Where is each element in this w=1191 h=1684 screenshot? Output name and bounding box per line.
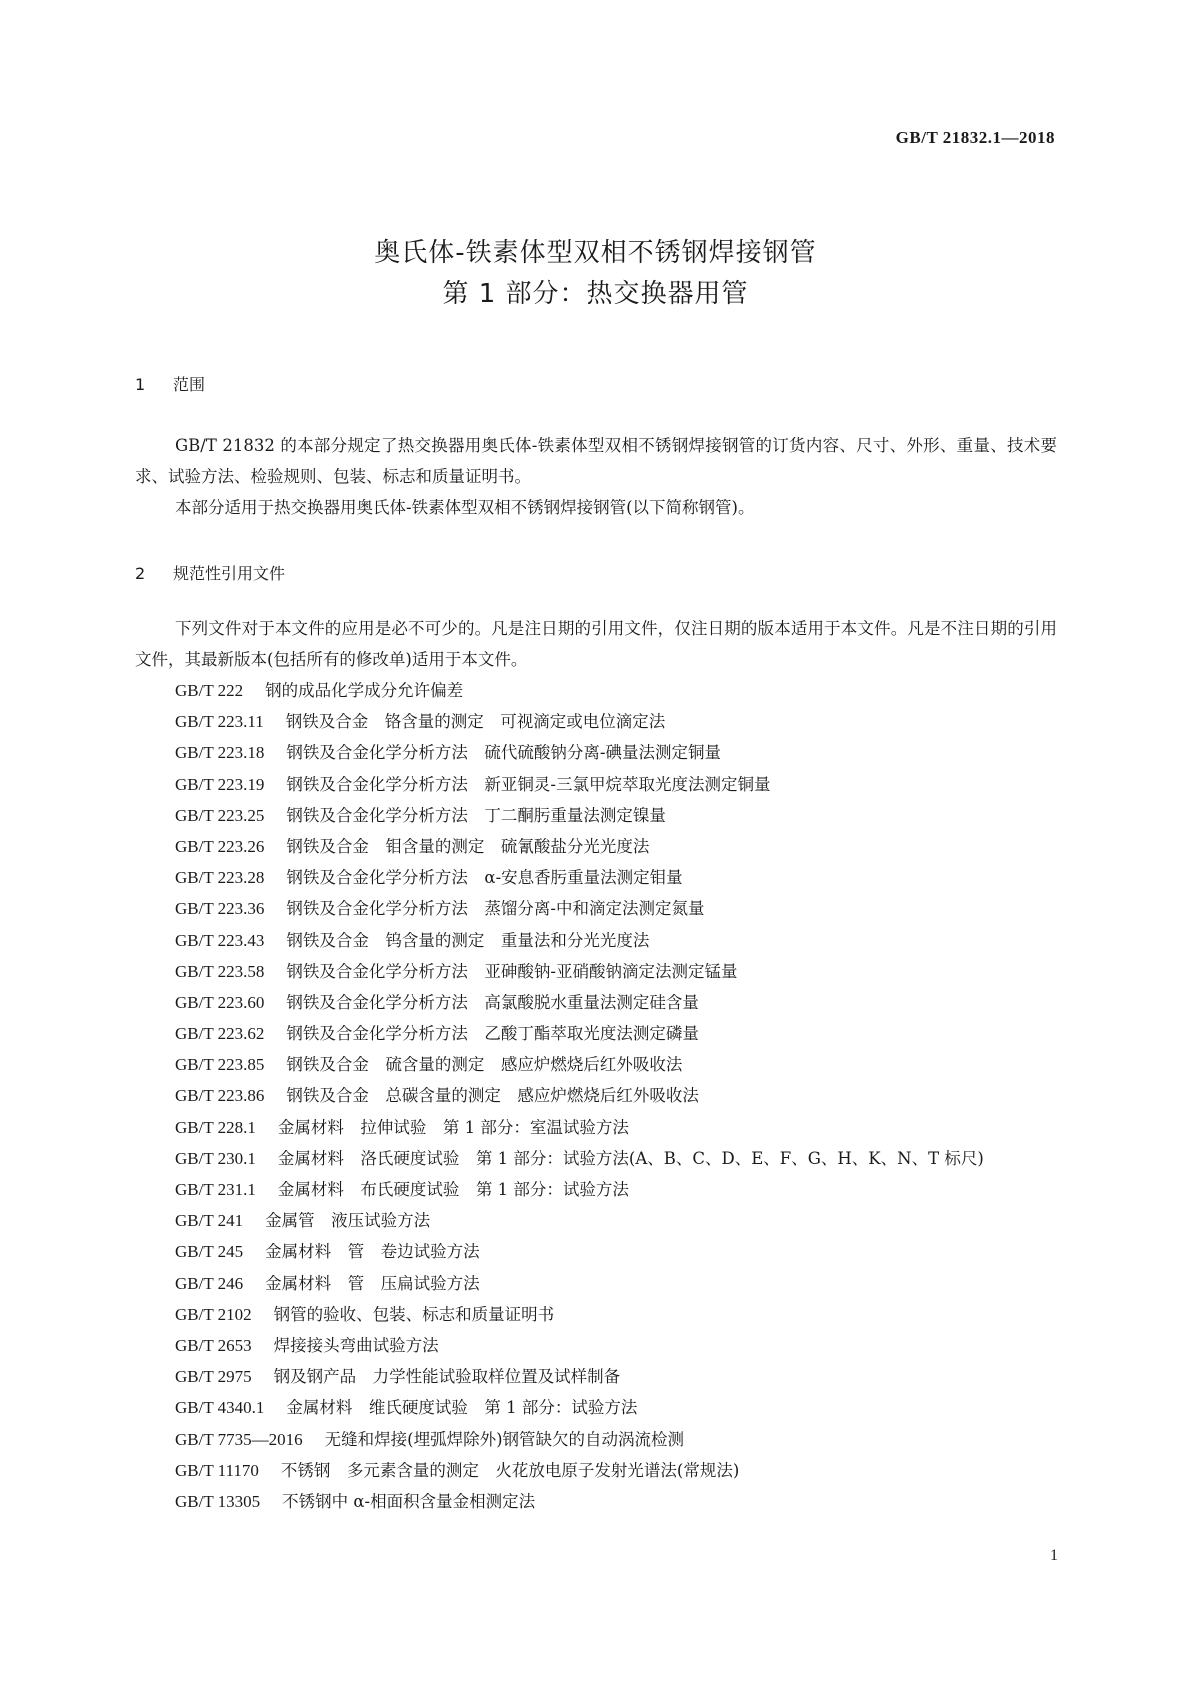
scope-paragraph: GB/T 21832 的本部分规定了热交换器用奥氏体-铁素体型双相不锈钢焊接钢管的订货内容、尺寸、外形、重量、技术要求、试验方法、检验规则、包装、标志和质量证明书。 [135, 436, 1057, 486]
reference-code: GB/T 223.26 [175, 836, 265, 856]
reference-item [175, 1143, 984, 1174]
reference-code: GB/T 223.36 [175, 899, 265, 919]
reference-code: GB/T 223.11 [175, 712, 264, 732]
section-number: 1 [135, 375, 146, 394]
reference-title: 金属材料 洛氏硬度试验 第 1 部分：试验方法(A、B、C、D、E、F、G、H、K、N、T 标尺) [277, 1148, 984, 1168]
reference-item [175, 737, 984, 768]
reference-code: GB/T 223.58 [175, 961, 265, 981]
reference-item [175, 706, 984, 737]
reference-code: GB/T 228.1 [175, 1117, 256, 1137]
reference-item [175, 1392, 984, 1423]
reference-code: GB/T 11170 [175, 1460, 259, 1480]
reference-item [175, 1486, 984, 1517]
reference-title: 金属管 液压试验方法 [265, 1211, 431, 1231]
reference-list [175, 675, 984, 1517]
section-number: 2 [135, 564, 146, 583]
reference-code: GB/T 223.18 [175, 743, 265, 763]
reference-title: 钢铁及合金化学分析方法 新亚铜灵-三氯甲烷萃取光度法测定铜量 [286, 774, 771, 794]
reference-title: 钢的成品化学成分允许偏差 [265, 681, 464, 700]
reference-item [175, 675, 984, 706]
reference-item [175, 1268, 984, 1299]
reference-title: 钢铁及合金化学分析方法 乙酸丁酯萃取光度法测定磷量 [286, 1024, 699, 1044]
reference-title: 钢铁及合金化学分析方法 高氯酸脱水重量法测定硅含量 [286, 992, 699, 1012]
reference-item [175, 987, 984, 1018]
reference-item [175, 925, 984, 956]
reference-item [175, 1112, 984, 1143]
reference-code: GB/T 223.85 [175, 1055, 265, 1075]
reference-code: GB/T 223.19 [175, 774, 265, 794]
reference-code: GB/T 222 [175, 681, 244, 700]
reference-title: 钢铁及合金 钨含量的测定 重量法和分光光度法 [286, 930, 650, 950]
reference-item [175, 1018, 984, 1049]
reference-title: 钢铁及合金化学分析方法 硫代硫酸钠分离-碘量法测定铜量 [286, 743, 721, 763]
document-title-line1: 奥氏体-铁素体型双相不锈钢焊接钢管 [374, 238, 817, 268]
reference-title: 焊接接头弯曲试验方法 [273, 1335, 439, 1355]
reference-item [175, 893, 984, 924]
reference-item [175, 1049, 984, 1080]
reference-item [175, 1330, 984, 1361]
reference-title: 钢铁及合金 钼含量的测定 硫氰酸盐分光光度法 [286, 836, 650, 856]
references-intro-paragraph: 下列文件对于本文件的应用是必不可少的。凡是注日期的引用文件，仅注日期的版本适用于本文件。凡是不注日期的引用文件，其最新版本(包括所有的修改单)适用于本文件。 [135, 619, 1057, 669]
reference-code: GB/T 4340.1 [175, 1398, 265, 1418]
section-title: 规范性引用文件 [173, 564, 286, 583]
reference-code: GB/T 13305 [175, 1491, 261, 1511]
reference-title: 不锈钢中 α-相面积含量金相测定法 [282, 1491, 536, 1511]
standard-code: GB/T 21832.1—2018 [895, 128, 1055, 147]
reference-item [175, 1424, 984, 1455]
reference-title: 金属材料 布氏硬度试验 第 1 部分：试验方法 [277, 1180, 629, 1199]
reference-title: 钢铁及合金 硫含量的测定 感应炉燃烧后红外吸收法 [286, 1055, 683, 1075]
reference-code: GB/T 2102 [175, 1304, 252, 1324]
reference-code: GB/T 245 [175, 1242, 244, 1262]
reference-code: GB/T 2653 [175, 1335, 252, 1355]
reference-item [175, 1236, 984, 1267]
reference-title: 钢铁及合金化学分析方法 亚砷酸钠-亚硝酸钠滴定法测定锰量 [286, 961, 738, 981]
reference-code: GB/T 223.25 [175, 805, 265, 825]
reference-item [175, 831, 984, 862]
reference-code: GB/T 230.1 [175, 1148, 256, 1168]
reference-item [175, 1361, 984, 1392]
reference-title: 钢铁及合金化学分析方法 丁二酮肟重量法测定镍量 [286, 805, 666, 825]
reference-title: 金属材料 管 压扁试验方法 [265, 1273, 480, 1293]
reference-item [175, 1455, 984, 1486]
reference-title: 无缝和焊接(埋弧焊除外)钢管缺欠的自动涡流检测 [324, 1429, 685, 1449]
reference-item [175, 800, 984, 831]
reference-title: 钢管的验收、包装、标志和质量证明书 [273, 1304, 555, 1324]
reference-code: GB/T 223.62 [175, 1024, 265, 1044]
section-heading-scope [135, 372, 205, 395]
reference-code: GB/T 246 [175, 1273, 244, 1293]
reference-title: 金属材料 维氏硬度试验 第 1 部分：试验方法 [286, 1398, 638, 1418]
reference-title: 钢铁及合金 总碳含量的测定 感应炉燃烧后红外吸收法 [286, 1086, 699, 1106]
reference-code: GB/T 223.60 [175, 992, 265, 1012]
reference-item [175, 769, 984, 800]
reference-code: GB/T 231.1 [175, 1180, 256, 1199]
section-heading-normative-references [135, 561, 285, 584]
reference-item [175, 1299, 984, 1330]
reference-code: GB/T 7735—2016 [175, 1429, 303, 1449]
reference-item [175, 1080, 984, 1111]
section-title: 范围 [173, 375, 206, 394]
reference-code: GB/T 2975 [175, 1367, 252, 1387]
reference-item [175, 1174, 984, 1205]
reference-title: 钢铁及合金化学分析方法 α-安息香肟重量法测定钼量 [286, 868, 683, 888]
document-title-line2: 第 1 部分：热交换器用管 [442, 279, 749, 309]
reference-title: 不锈钢 多元素含量的测定 火花放电原子发射光谱法(常规法) [280, 1460, 740, 1480]
reference-item [175, 956, 984, 987]
reference-title: 钢铁及合金 铬含量的测定 可视滴定或电位滴定法 [285, 712, 666, 732]
reference-code: GB/T 223.28 [175, 868, 265, 888]
reference-item [175, 1205, 984, 1236]
page-number: 1 [1050, 1547, 1058, 1564]
reference-item [175, 862, 984, 893]
reference-title: 钢及钢产品 力学性能试验取样位置及试样制备 [273, 1367, 621, 1387]
reference-code: GB/T 241 [175, 1211, 244, 1231]
reference-code: GB/T 223.43 [175, 930, 265, 950]
reference-title: 金属材料 拉伸试验 第 1 部分：室温试验方法 [277, 1117, 629, 1137]
reference-code: GB/T 223.86 [175, 1086, 265, 1106]
reference-title: 金属材料 管 卷边试验方法 [265, 1242, 480, 1262]
scope-paragraph: 本部分适用于热交换器用奥氏体-铁素体型双相不锈钢焊接钢管(以下简称钢管)。 [175, 498, 755, 517]
reference-title: 钢铁及合金化学分析方法 蒸馏分离-中和滴定法测定氮量 [286, 899, 705, 919]
